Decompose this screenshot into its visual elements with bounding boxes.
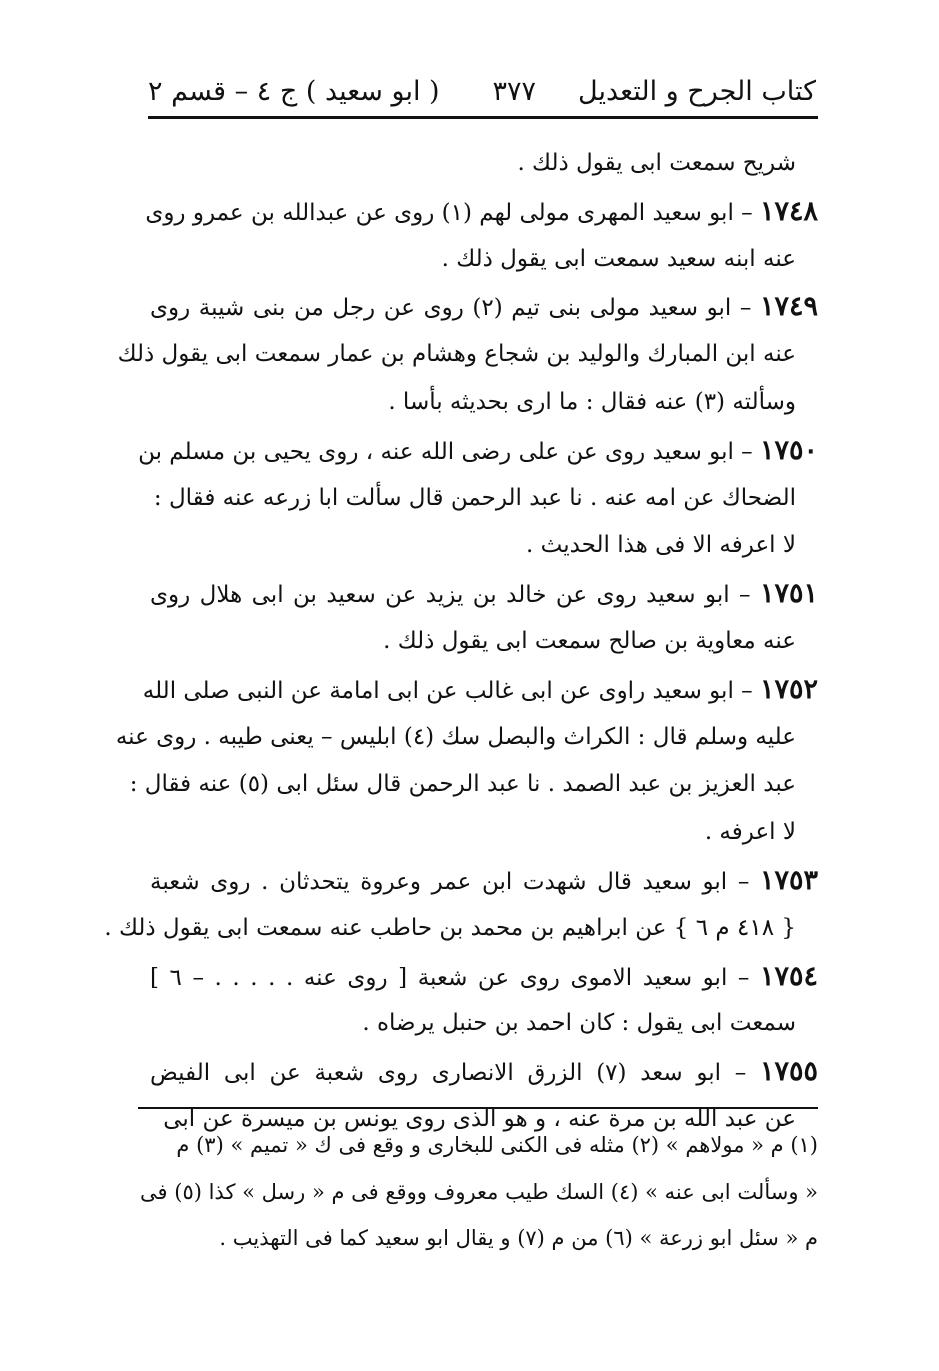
line-text: وسألته (٣) عنه فقال : ما ارى بحديثه بأسا .: [388, 388, 796, 415]
book-title: كتاب الجرح و التعديل: [578, 76, 816, 107]
line-text: – ابو سعيد مولى بنى تيم (٢) روى عن رجل من بنى شيبة روى: [150, 295, 760, 322]
line-text: – ابو سعيد راوى عن ابى غالب عن ابى امامة عن النبى صلى الله: [142, 677, 760, 704]
entry-number: ١٧٥٤: [759, 960, 818, 992]
text-line: [104, 905, 818, 953]
entry-first-line: [150, 857, 818, 905]
text-line: [150, 475, 818, 523]
entry-number: ١٧٥٣: [759, 864, 818, 896]
entry-first-line: [150, 570, 818, 618]
line-text: – ابو سعد (٧) الزرق الانصارى روى شعبة عن ابى الفيض: [150, 1060, 760, 1087]
footnote-rule: [138, 1107, 818, 1109]
line-text: – ابو سعيد قال شهدت ابن عمر وعروة يتحدثان . روى شعبة: [150, 868, 760, 895]
entry-first-line: [150, 953, 818, 1001]
section-label: ( ابو سعيد ) ج ٤ – قسم ٢: [148, 76, 440, 107]
line-text: عن عبد الله بن مرة عنه ، و هو الذى روى يونس بن ميسرة عن ابى: [163, 1105, 796, 1132]
line-text: – ابو سعيد روى عن خالد بن يزيد عن سعيد بن ابى هلال روى: [150, 582, 760, 609]
body-text: [104, 140, 818, 1144]
entry-number: ١٧٥٠: [759, 434, 818, 466]
text-line: [150, 809, 818, 857]
line-text: عنه معاوية بن صالح سمعت ابى يقول ذلك .: [383, 627, 796, 654]
text-line: [150, 379, 818, 427]
header-rule: [148, 116, 818, 119]
line-text: الضحاك عن امه عنه . نا عبد الرحمن قال سألت ابا زرعه عنه فقال :: [153, 484, 796, 511]
line-text: عليه وسلم قال : الكراث والبصل سك (٤) ابليس – يعنى طيبه . روى عنه: [115, 723, 796, 750]
line-text: – ابو سعيد روى عن على رضى الله عنه ، روى يحيى بن مسلم بن: [138, 438, 760, 465]
footnotes: [138, 1122, 818, 1262]
entry-number: ١٧٤٨: [759, 195, 818, 227]
text-line: [117, 331, 818, 379]
entry-number: ١٧٥٥: [759, 1056, 818, 1088]
entry-first-line: [150, 283, 818, 331]
line-text: شريح سمعت ابى يقول ذلك .: [517, 150, 796, 176]
entry-number: ١٧٤٩: [759, 291, 818, 323]
footnote-line: (١) م « مولاهم » (٢) مثله فى الكنى للبخارى و وقع فى ك « تميم » (٣) م: [176, 1133, 818, 1157]
footnote-line: م « سئل ابو زرعة » (٦) من م (٧) و يقال ابو سعيد كما فى التهذيب .: [219, 1226, 818, 1250]
text-line: [150, 236, 818, 284]
line-text: عنه ابنه سعيد سمعت ابى يقول ذلك .: [441, 245, 796, 272]
line-text: عبد العزيز بن عبد الصمد . نا عبد الرحمن قال سئل ابى (٥) عنه فقال :: [129, 771, 796, 798]
line-text: – ابو سعيد الاموى روى عن شعبة [ روى عنه . . . . . – ٦ ]: [150, 964, 760, 991]
text-line: [150, 140, 818, 188]
page-number: ٣٧٧: [492, 76, 536, 107]
text-line: [115, 714, 818, 762]
text-line: [150, 522, 818, 570]
line-text: { ٤١٨ م ٦ } عن ابراهيم بن محمد بن حاطب عنه سمعت ابى يقول ذلك .: [104, 914, 796, 941]
line-text: سمعت ابى يقول : كان احمد بن حنبل يرضاه .: [362, 1010, 796, 1037]
text-line: [150, 1000, 818, 1048]
entry-first-line: [145, 188, 818, 236]
line-text: – ابو سعيد المهرى مولى لهم (١) روى عن عبدالله بن عمرو روى: [145, 199, 760, 226]
entry-number: ١٧٥١: [759, 578, 818, 610]
entry-first-line: [142, 666, 818, 714]
text-line: [129, 761, 818, 809]
footnote-line: « وسألت ابى عنه » (٤) السك طيب معروف ووقع فى م « رسل » كذا (٥) فى: [140, 1179, 818, 1204]
entry-number: ١٧٥٢: [759, 673, 818, 705]
page-header: [148, 70, 816, 114]
entry-first-line: [150, 1048, 818, 1096]
line-text: لا اعرفه الا فى هذا الحديث .: [526, 532, 796, 559]
line-text: عنه ابن المبارك والوليد بن شجاع وهشام بن عمار سمعت ابى يقول ذلك: [117, 341, 796, 368]
text-line: [150, 618, 818, 666]
line-text: لا اعرفه .: [704, 819, 796, 846]
entry-first-line: [138, 427, 818, 475]
